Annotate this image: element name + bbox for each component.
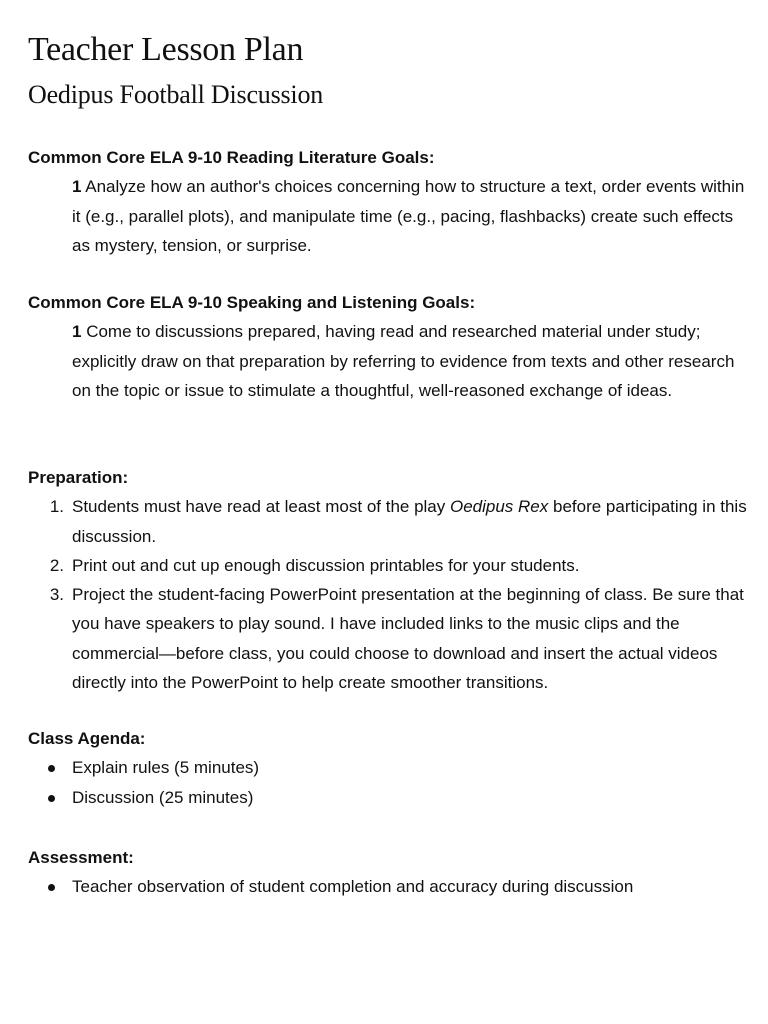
item-text: Print out and cut up enough discussion printables for your students. — [72, 555, 580, 575]
bullet-icon — [48, 765, 55, 772]
agenda-heading: Class Agenda: — [28, 729, 146, 748]
list-item — [28, 783, 748, 812]
page-subtitle: Oedipus Football Discussion — [28, 80, 324, 109]
item-text: before participating in this discussion. — [72, 497, 747, 546]
reading-goal-number: 1 — [72, 177, 82, 197]
agenda-list — [28, 753, 748, 812]
preparation-heading: Preparation: — [28, 468, 129, 487]
assessment-list — [28, 872, 748, 901]
preparation-list — [28, 492, 748, 697]
list-item — [28, 753, 748, 782]
bullet-icon — [48, 884, 55, 891]
reading-goal-item — [72, 172, 748, 260]
speaking-goal-number: 1 — [72, 322, 82, 342]
list-number: 2. — [49, 555, 64, 575]
list-item — [28, 492, 748, 551]
bullet-icon — [48, 795, 55, 802]
item-text: Teacher observation of student completion and accuracy during discussion — [72, 877, 634, 897]
reading-goals-heading: Common Core ELA 9-10 Reading Literature Goals: — [28, 148, 435, 167]
assessment-section — [28, 843, 748, 902]
speaking-goals-heading: Common Core ELA 9-10 Speaking and Listening Goals: — [28, 293, 476, 312]
preparation-section — [28, 463, 748, 697]
play-title: Oedipus Rex — [449, 497, 549, 517]
list-item — [28, 551, 748, 580]
list-number: 3. — [49, 585, 64, 605]
item-text: Explain rules (5 minutes) — [72, 758, 260, 778]
agenda-section — [28, 724, 748, 812]
list-number: 1. — [49, 497, 64, 517]
list-item — [28, 872, 748, 901]
item-text: Discussion (25 minutes) — [72, 787, 254, 807]
reading-goal-text: Analyze how an author's choices concerning how to structure a text, order events within it (e.g., parallel plots), and manipulate time (e.g., pacing, flashbacks) create such effects as mystery, tension, or surprise. — [72, 177, 745, 255]
item-text: Students must have read at least most of the play — [72, 497, 450, 517]
reading-goals-section — [28, 143, 748, 260]
speaking-goal-text: Come to discussions prepared, having read and researched material under study; explicitly draw on that preparation by referring to evidence from texts and other research on the topic or issue to stimulate a thoughtful, well-reasoned exchange of ideas. — [72, 322, 735, 400]
item-text: Project the student-facing PowerPoint presentation at the beginning of class. Be sure that you have speakers to play sound. I have included links to the music clips and the commercial—before class, you could choose to download and insert the actual videos directly into the PowerPoint to help create smoother transitions. — [72, 585, 744, 693]
assessment-heading: Assessment: — [28, 848, 134, 867]
list-item — [28, 580, 748, 697]
page-title: Teacher Lesson Plan — [28, 31, 304, 68]
speaking-goals-section — [28, 288, 748, 405]
speaking-goal-item — [72, 317, 748, 405]
